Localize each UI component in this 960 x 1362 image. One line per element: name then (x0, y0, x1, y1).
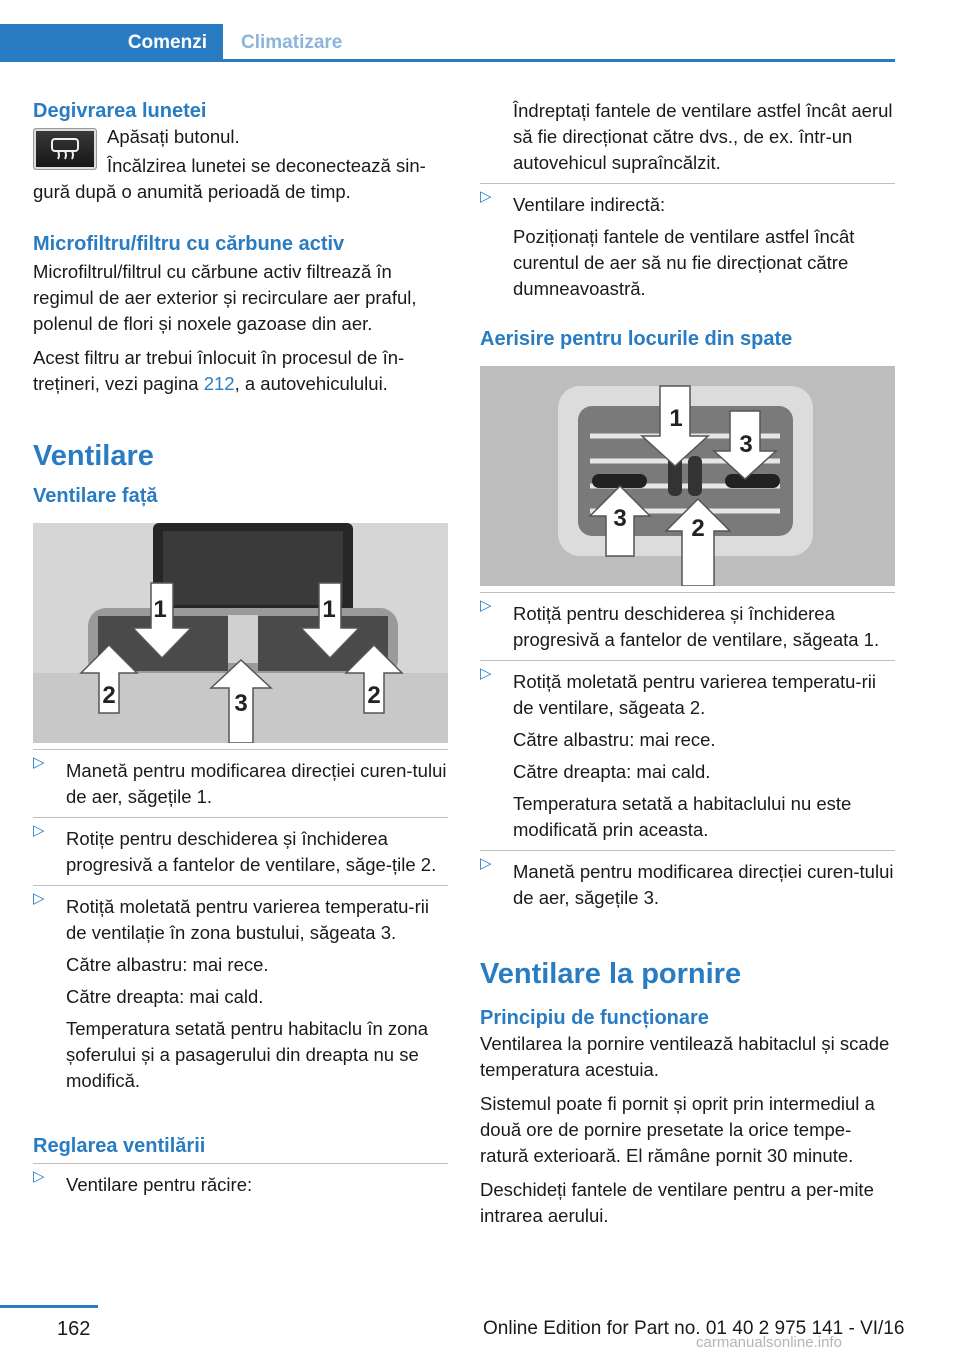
defrost-section (33, 124, 448, 205)
principle-paragraph-2: Sistemul poate fi pornit și oprit prin intermediul a două ore de pornire presetate la orice tempe-ratură exterioară. El rămâne pornit 30 minute. (480, 1093, 875, 1166)
cooling-text: Îndreptați fantele de ventilare astfel încât aerul să fie direcționat către dvs., de ex. într-un autovehicul supraîncălzit. (513, 100, 893, 173)
indirect-text: Poziționați fantele de ventilare astfel încât curentul de aer să nu fie direcționat către dumneavoastră. (513, 226, 855, 299)
defrost-heading: Degivrarea lunetei (33, 100, 207, 122)
list-item: ▷ Manetă pentru modificarea direcției curen-tului de aer, săgețile 1. (33, 750, 448, 817)
list-item: ▷ Ventilare indirectă: Poziționați fantele de ventilare astfel încât curentul de aer să nu fie direcționat către dumneavoastră. (480, 184, 895, 302)
front-photo-label-1b: 1 (322, 596, 336, 623)
edition-text: Online Edition for Part no. 01 40 2 975 141 - VI/16 (483, 1318, 905, 1339)
rear-photo-label-1: 1 (669, 405, 683, 432)
tab-comenzi[interactable]: Comenzi (0, 24, 223, 61)
adjust-list (33, 1163, 448, 1198)
left-column (33, 98, 448, 1198)
list-item: ▷ Rotiță moletată pentru varierea temperatu-rii de ventilație în zona bustului, săgeata 3. Către albastru: mai rece. Către dreapta: mai cald. Temperatura setată pentru habitaclu în zona șoferului și a pasagerului din dreapta nu se modifică. (33, 886, 448, 1101)
front-extra-1: Către albastru: mai rece. (66, 954, 269, 975)
front-ventilation-heading: Ventilare față (33, 485, 158, 507)
list-item: ▷ Rotițe pentru deschiderea și închiderea progresivă a fantelor de ventilare, săge-țile 2. (33, 818, 448, 885)
list-item: ▷ Ventilare pentru răcire: (33, 1164, 448, 1198)
front-list (33, 749, 448, 1101)
principle-paragraph-1: Ventilarea la pornire ventilează habitaclul și scade temperatura acestuia. (480, 1033, 890, 1080)
page-link-212[interactable]: 212 (203, 373, 235, 394)
rear-ventilation-heading: Aerisire pentru locurile din spate (480, 328, 793, 350)
front-photo-label-3: 3 (234, 690, 248, 717)
front-vents-photo (33, 523, 448, 743)
front-photo-label-2a: 2 (102, 682, 116, 709)
ventilation-heading: Ventilare (33, 440, 154, 472)
list-item: ▷ Manetă pentru modificarea direcției curen-tului de aer, săgețile 3. (480, 851, 895, 911)
header-divider (0, 59, 895, 62)
principle-heading: Principiu de funcționare (480, 1007, 709, 1029)
list-item: ▷ Rotiță pentru deschiderea și închiderea progresivă a fantelor de ventilare, săgeata 1. (480, 593, 895, 660)
front-extra-2: Către dreapta: mai cald. (66, 986, 264, 1007)
rear-photo-label-3b: 3 (613, 505, 627, 532)
front-extra-3: Temperatura setată pentru habitaclu în zona șoferului și a pasagerului din dreapta nu se modifică. (66, 1018, 429, 1091)
front-photo-label-2b: 2 (367, 682, 381, 709)
page-number: 162 (57, 1318, 91, 1340)
rear-list (480, 592, 895, 911)
front-photo-label-1a: 1 (153, 596, 167, 623)
filter-paragraph-1: Microfiltrul/filtrul cu cărbune activ filtrează în regimul de aer exterior și recirculare aer praful, polenul de flori și noxele gazoase din aer. (33, 261, 417, 334)
rear-vents-photo (480, 366, 895, 586)
rear-photo-label-3a: 3 (739, 431, 753, 458)
filter-paragraph-2: Acest filtru ar trebui înlocuit în procesul de în-trețineri, vezi pagina 212, a autovehiculului. (33, 347, 405, 394)
rear-extra-3: Temperatura setată a habitaclului nu este modificată prin aceasta. (513, 793, 852, 840)
defrost-step: Apăsați butonul. (107, 126, 240, 147)
filter-heading: Microfiltru/filtru cu cărbune activ (33, 233, 345, 255)
header-tabs (0, 24, 895, 62)
right-column (480, 98, 895, 1229)
rear-window-defrost-icon (33, 128, 97, 170)
watermark: carmanualsonline.info (696, 1334, 842, 1351)
footer-line (0, 1305, 98, 1308)
rear-extra-2: Către dreapta: mai cald. (513, 761, 711, 782)
start-ventilation-heading: Ventilare la pornire (480, 958, 742, 990)
principle-paragraph-3: Deschideți fantele de ventilare pentru a per-mite intrarea aerului. (480, 1179, 874, 1226)
indirect-list (480, 183, 895, 302)
rear-photo-label-2: 2 (691, 515, 705, 542)
rear-extra-1: Către albastru: mai rece. (513, 729, 716, 750)
defrost-text: Încălzirea lunetei se deconectează sin-gură după o anumită perioadă de timp. (33, 155, 426, 202)
tab-climatizare[interactable]: Climatizare (241, 31, 343, 53)
adjust-heading: Reglarea ventilării (33, 1135, 206, 1157)
list-item: ▷ Rotiță moletată pentru varierea temperatu-rii de ventilare, săgeata 2. Către albastru: mai rece. Către dreapta: mai cald. Temperatura setată a habitaclului nu este modificată prin aceasta. (480, 661, 895, 850)
